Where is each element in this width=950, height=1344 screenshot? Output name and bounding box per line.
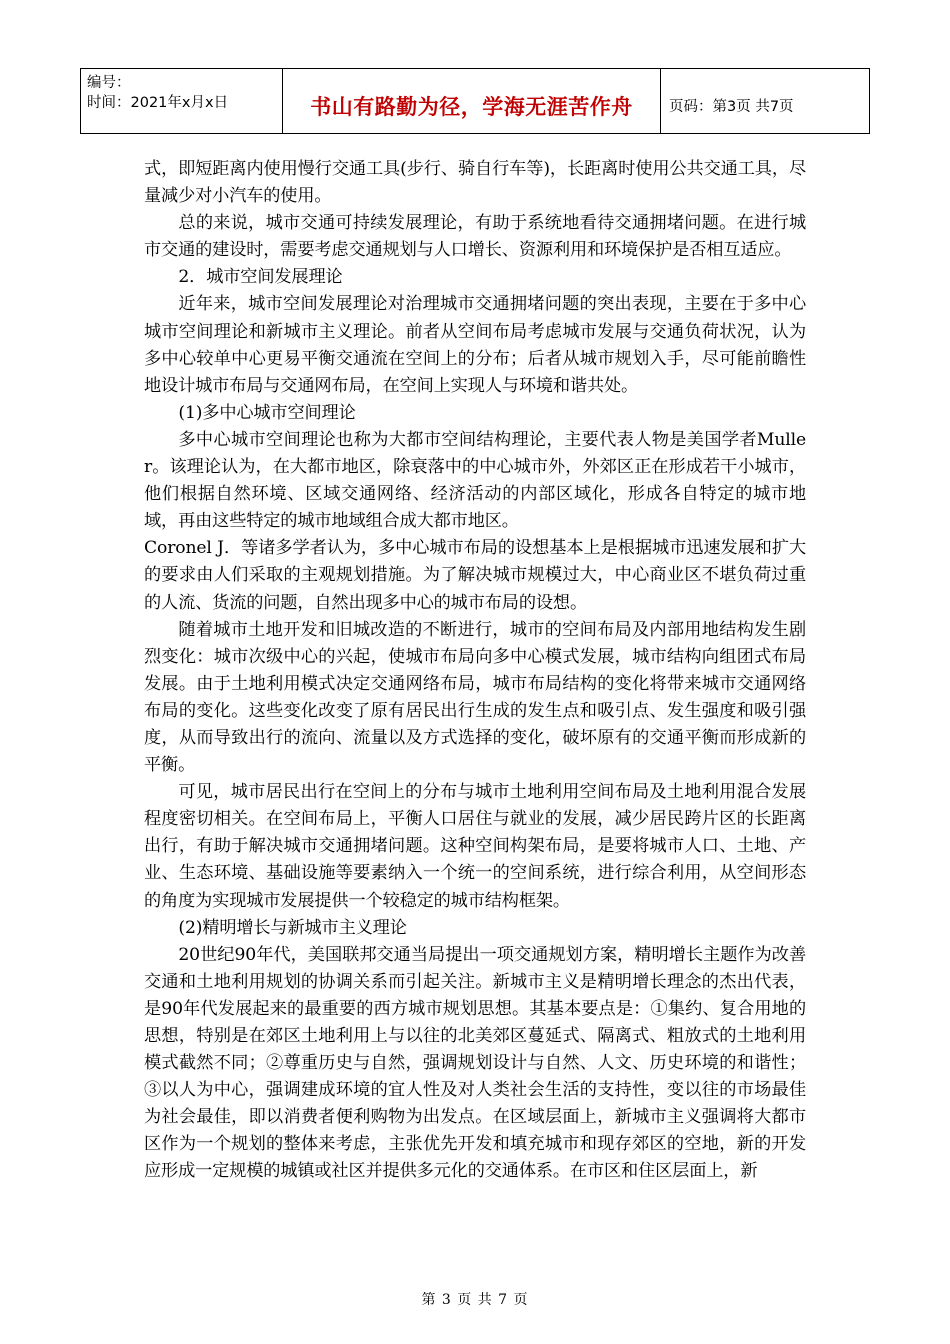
subsection-heading: (2)精明增长与新城市主义理论	[178, 917, 407, 938]
paragraph: 随着城市土地开发和旧城改造的不断进行，城市的空间布局及内部用地结构发生剧烈变化：城市次级中心的兴起，使城市布局向多中心模式发展，城市结构向组团式布局发展。由于土地利用模式决定交通网络布局，城市布局结构的变化将带来城市交通网络布局的变化。这些变化改变了原有居民出行生成的发生点和吸引点、发生强度和吸引强度，从而导致出行的流向、流量以及方式选择的变化，破坏原有的交通平衡而形成新的平衡。	[144, 619, 806, 776]
section-heading: 2．城市空间发展理论	[178, 267, 343, 288]
header-page-number: 页码：第3页 共7页	[669, 98, 794, 115]
document-body	[144, 156, 806, 1186]
page-header	[80, 68, 870, 134]
paragraph: 20世纪90年代，美国联邦交通当局提出一项交通规划方案，精明增长主题作为改善交通和土地利用规划的协调关系而引起关注。新城市主义是精明增长理念的杰出代表，是90年代发展起来的最重要的西方城市规划思想。其基本要点是：①集约、复合用地的思想，特别是在郊区土地利用上与以往的北美郊区蔓延式、隔离式、粗放式的土地利用模式截然不同；②尊重历史与自然，强调规划设计与自然、人文、历史环境的和谐性；③以人为中心，强调建成环境的宜人性及对人类社会生活的支持性，变以往的市场最佳为社会最佳，即以消费者便利购物为出发点。在区域层面上，新城市主义强调将大都市区作为一个规划的整体来考虑，主张优先开发和填充城市和现存郊区的空地，新的开发应形成一定规模的城镇或社区并提供多元化的交通体系。在市区和住区层面上，新	[144, 944, 806, 1182]
doc-number-label: 编号：	[87, 75, 131, 91]
subsection-heading: (1)多中心城市空间理论	[178, 402, 356, 423]
header-motto: 书山有路勤为径，学海无涯苦作舟	[283, 69, 661, 133]
paragraph: Coronel J．等诸多学者认为，多中心城市布局的设想基本上是根据城市迅速发展和扩大的要求由人们采取的主观规划措施。为了解决城市规模过大，中心商业区不堪负荷过重的人流、货流的问题，自然出现多中心的城市布局的设想。	[144, 538, 806, 613]
paragraph: 可见，城市居民出行在空间上的分布与城市土地利用空间布局及土地利用混合发展程度密切相关。在空间布局上，平衡人口居住与就业的发展，减少居民跨片区的长距离出行，有助于解决城市交通拥堵问题。这种空间构架布局，是要将城市人口、土地、产业、生态环境、基础设施等要素纳入一个统一的空间系统，进行综合利用，从空间形态的角度为实现城市发展提供一个较稳定的城市结构框架。	[144, 782, 806, 911]
paragraph: 总的来说，城市交通可持续发展理论，有助于系统地看待交通拥堵问题。在进行城市交通的建设时，需要考虑交通规划与人口增长、资源利用和环境保护是否相互适应。	[144, 213, 806, 261]
paragraph: 式，即短距离内使用慢行交通工具(步行、骑自行车等)，长距离时使用公共交通工具，尽量减少对小汽车的使用。	[144, 159, 806, 207]
header-meta	[81, 69, 283, 133]
paragraph: 近年来，城市空间发展理论对治理城市交通拥堵问题的突出表现，主要在于多中心城市空间理论和新城市主义理论。前者从空间布局考虑城市发展与交通负荷状况，认为多中心较单中心更易平衡交通流在空间上的分布；后者从城市规划入手，尽可能前瞻性地设计城市布局与交通网布局，在空间上实现人与环境和谐共处。	[144, 294, 806, 396]
page-footer: 第 3 页 共 7 页	[421, 1292, 529, 1308]
paragraph: 多中心城市空间理论也称为大都市空间结构理论，主要代表人物是美国学者Muller。该理论认为，在大都市地区，除衰落中的中心城市外，外郊区正在形成若干小城市，他们根据自然环境、区域交通网络、经济活动的内部区域化，形成各自特定的城市地域，再由这些特定的城市地域组合成大都市地区。	[144, 429, 806, 532]
time-label: 时间：2021年x月x日	[87, 95, 229, 111]
